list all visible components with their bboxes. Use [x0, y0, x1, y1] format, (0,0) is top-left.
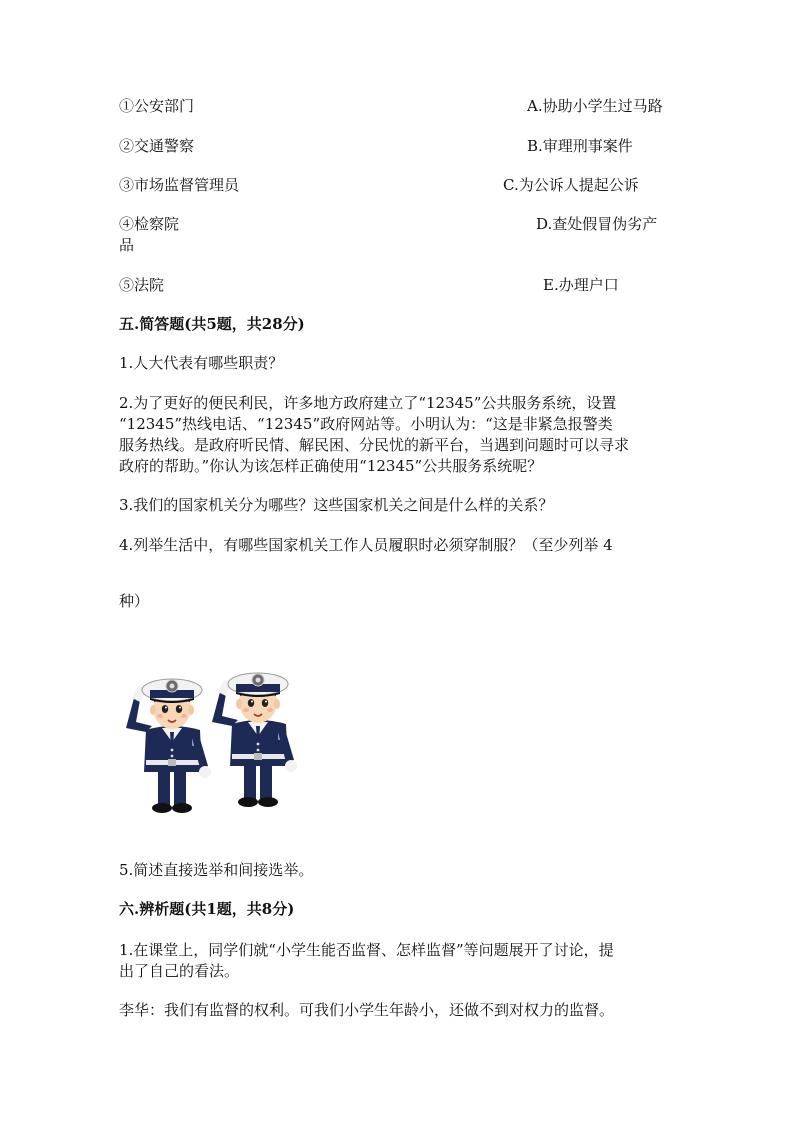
match-left-5: ⑤法院 [119, 276, 165, 294]
section5-question-1: 1.人大代表有哪些职责？ [119, 354, 284, 372]
match-left-3: ③市场监督管理员 [119, 176, 240, 194]
match-left-4: ④检察院 [119, 215, 180, 233]
match-left-2: ②交通警察 [119, 137, 195, 155]
police-officer-figure [126, 679, 211, 813]
police-officers-illustration [118, 668, 308, 820]
section6-heading: 六.辨析题(共1题，共8分) [119, 900, 295, 918]
section5-question-2-line2: “12345”热线电话、“12345”政府网站等。小明认为：“这是非紧急报警类 [119, 415, 613, 433]
section6-li-hua-statement: 李华：我们有监督的权利。可我们小学生年龄小，还做不到对权力的监督。 [119, 1001, 615, 1019]
section6-question-1-line2: 出了自己的看法。 [119, 962, 240, 980]
match-right-e: E.办理户口 [543, 276, 619, 294]
match-right-b: B.审理刑事案件 [527, 137, 633, 155]
match-left-1: ①公安部门 [119, 97, 195, 115]
section5-question-2-line4: 政府的帮助。”你认为该怎样正确使用“12345”公共服务系统呢？ [119, 457, 543, 475]
match-right-c: C.为公诉人提起公诉 [503, 176, 639, 194]
police-officer-figure-2 [212, 673, 297, 807]
section5-question-4-line2: 种） [119, 592, 150, 610]
section5-question-2-line1: 2.为了更好的便民利民，许多地方政府建立了“12345”公共服务系统，设置 [119, 394, 617, 412]
match-right-d-wrap: 品 [119, 236, 135, 254]
section6-question-1-line1: 1.在课堂上，同学们就“小学生能否监督、怎样监督”等问题展开了讨论，提 [119, 941, 614, 959]
section5-question-4-line1: 4.列举生活中，有哪些国家机关工作人员履职时必须穿制服？（至少列举 4 [119, 536, 613, 554]
section5-question-2-line3: 服务热线。是政府听民情、解民困、分民忧的新平台，当遇到问题时可以寻求 [119, 436, 630, 454]
section5-question-5: 5.简述直接选举和间接选举。 [119, 861, 314, 879]
section5-question-3: 3.我们的国家机关分为哪些？这些国家机关之间是什么样的关系？ [119, 496, 554, 514]
match-right-d: D.查处假冒伪劣产 [536, 215, 658, 233]
section5-heading: 五.简答题(共5题，共28分) [119, 315, 305, 333]
match-right-a: A.协助小学生过马路 [527, 97, 663, 115]
